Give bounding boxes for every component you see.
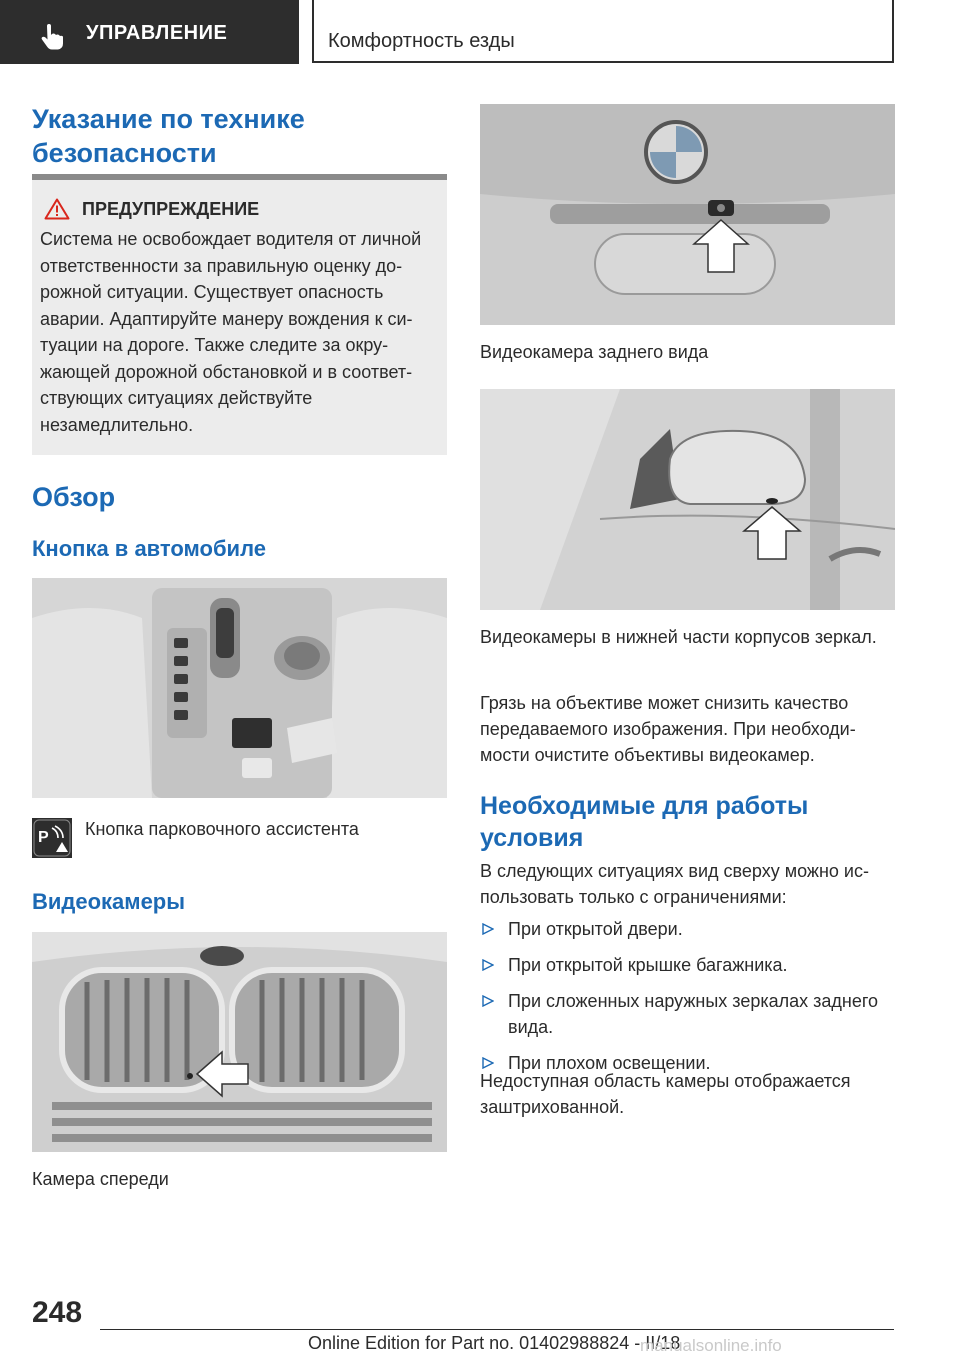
hatched-note: Недоступная область камеры отображается заштрихованной. [480,1071,851,1117]
warning-title: ПРЕДУПРЕЖДЕНИЕ [82,198,260,219]
warning-text: Система не освобождает водителя от личной ответственности за правильную оценку дорожной ситуации. Существует опасность аварии. Адаптируйте манеру вождения к ситуации на дороге. Также следите за окружающей дорожной обстановкой и в соответствующих ситуациях действуйте незамедлительно. [40,229,422,435]
section-title: УПРАВЛЕНИЕ [86,22,228,44]
warning-box [32,174,447,455]
warning-triangle-icon [44,198,70,220]
hand-pointer-icon [38,22,66,50]
list-item: При открытой двери. [480,916,895,942]
front-grille-illustration [32,932,447,1152]
safety-heading: Указание по технике безопасности [32,104,305,168]
bullet-triangle-icon [482,959,494,971]
list-item: При сложенных наружных зеркалах заднего вида. [480,988,895,1040]
button-heading: Кнопка в автомобиле [32,536,266,561]
side-cameras-caption: Видеокамеры в нижней части корпусов зеркал. [480,627,877,647]
footer-divider [100,1329,894,1330]
chapter-title: Комфортность езды [328,30,515,52]
parking-button-caption: Кнопка парковочного ассистента [85,819,359,839]
bullet-triangle-icon [482,923,494,935]
page-number: 248 [32,1296,83,1329]
edition-text: Online Edition for Part no. 01402988824 - II/18 [308,1333,681,1353]
parking-assistant-button-icon [32,818,72,858]
bullet-triangle-icon [482,995,494,1007]
conditions-list [480,916,895,1086]
chapter-header [312,0,894,63]
conditions-heading: Необходимые для работы условия [480,792,809,852]
front-camera-caption: Камера спереди [32,1169,169,1189]
section-tab [0,0,299,64]
list-item: При плохом освещении. [480,1050,895,1076]
side-mirror-illustration [480,389,895,610]
console-photo [32,578,447,798]
svg-text:P: P [38,829,49,846]
rear-camera-photo [480,104,895,325]
overview-heading: Обзор [32,482,116,512]
warning-header [42,198,433,220]
dirt-note: Грязь на объективе может снизить качество передаваемого изображения. При необходимости очистите объективы видеокамер. [480,693,856,765]
rear-camera-caption: Видеокамера заднего вида [480,342,709,362]
front-camera-photo [32,932,447,1152]
conditions-intro: В следующих ситуациях вид сверху можно использовать только с ограничениями: [480,861,869,907]
watermark: manualsonline.info [640,1336,782,1355]
center-console-illustration [32,578,447,798]
cameras-heading: Видеокамеры [32,889,186,914]
rear-camera-illustration [480,104,895,325]
list-item: При открытой крышке багажника. [480,952,895,978]
side-cameras-photo [480,389,895,610]
